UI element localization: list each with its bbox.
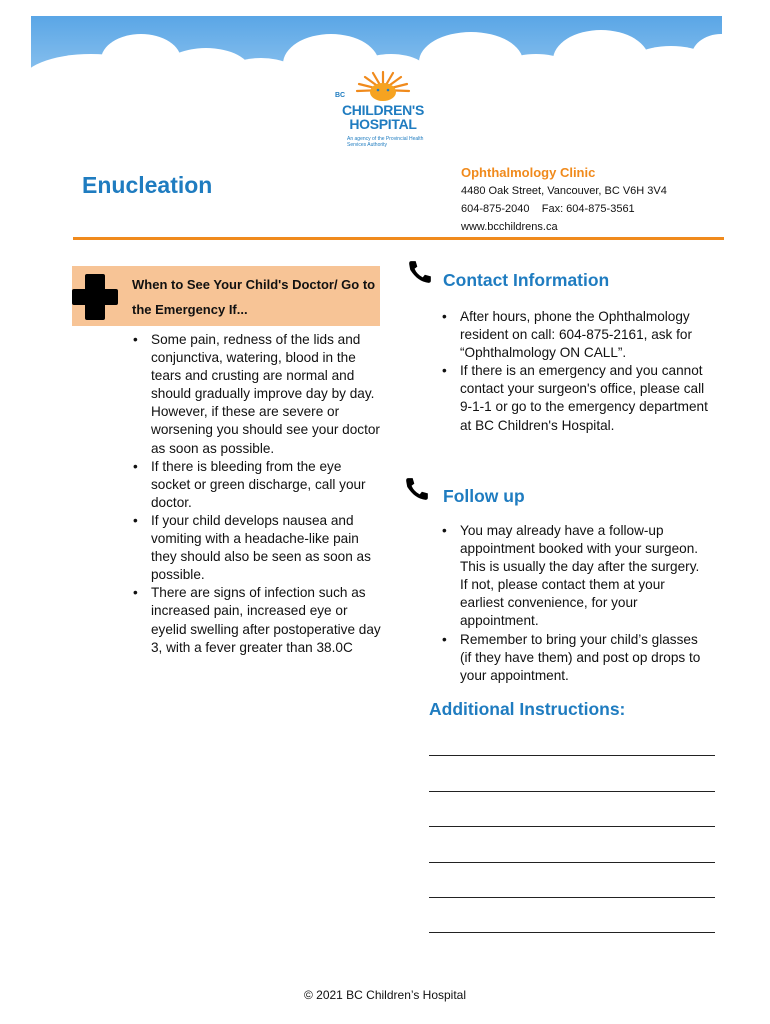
- contact-heading: Contact Information: [443, 270, 610, 290]
- page-title: Enucleation: [82, 172, 213, 198]
- list-item: • There are signs of infection such as increased pain, increased eye or eyelid swelling after postoperative day 3, with a fever greater than 38.0C: [131, 584, 381, 656]
- writing-line: [429, 755, 715, 756]
- additional-instructions-heading: Additional Instructions:: [429, 699, 626, 719]
- clinic-website: www.bcchildrens.ca: [461, 221, 558, 233]
- writing-line: [429, 862, 715, 863]
- footer-copyright: © 2021 BC Children’s Hospital: [303, 988, 467, 1002]
- clinic-info: [461, 164, 667, 236]
- list-item: • Some pain, redness of the lids and conjunctiva, watering, blood in the tears and crusting are normal and should gradually improve day by day. However, if these are severe or worsening you should see your doctor as soon as possible.: [131, 331, 381, 458]
- writing-line: [429, 826, 715, 827]
- list-item: • After hours, phone the Ophthalmology resident on call: 604-875-2161, ask for “Ophthalmology ON CALL”.: [440, 308, 710, 362]
- list-item: • If there is bleeding from the eye socket or green discharge, call your doctor.: [131, 458, 381, 512]
- phone-icon: [404, 476, 430, 502]
- logo-agency-text: An agency of the Provincial Health Services Authority: [347, 136, 424, 148]
- list-item: • You may already have a follow-up appointment booked with your surgeon. This is usually the day after the surgery. If not, please contact them at your earliest convenience, for your appointment.: [440, 522, 710, 631]
- bc-childrens-hospital-logo: [333, 68, 433, 154]
- warning-list: [131, 331, 381, 657]
- warning-title: When to See Your Child's Doctor/ Go to the Emergency If...: [132, 277, 376, 317]
- list-item: • Remember to bring your child’s glasses (if they have them) and post op drops to your appointment.: [440, 631, 710, 685]
- orange-divider: [73, 237, 724, 240]
- writing-line: [429, 932, 715, 933]
- clinic-address: 4480 Oak Street, Vancouver, BC V6H 3V4: [461, 185, 667, 197]
- logo-childrens-text: CHILDREN'S: [342, 102, 424, 118]
- follow-up-heading: Follow up: [443, 486, 525, 506]
- list-item: • If there is an emergency and you cannot contact your surgeon's office, please call 9-1-1 or go to the emergency department at BC Children's Hospital.: [440, 362, 710, 434]
- writing-line: [429, 791, 715, 792]
- phone-icon: [407, 259, 433, 285]
- clinic-name: Ophthalmology Clinic: [461, 165, 596, 180]
- list-item: • If your child develops nausea and vomiting with a headache-like pain they should also be seen as soon as possible.: [131, 512, 381, 584]
- clinic-phone-fax: 604-875-2040 Fax: 604-875-3561: [461, 203, 635, 215]
- logo-bc-text: BC: [335, 92, 346, 99]
- logo-hospital-text: HOSPITAL: [349, 116, 417, 132]
- writing-line: [429, 897, 715, 898]
- follow-up-list: [440, 522, 710, 685]
- medical-cross-icon: [72, 272, 118, 322]
- contact-list: [440, 308, 710, 435]
